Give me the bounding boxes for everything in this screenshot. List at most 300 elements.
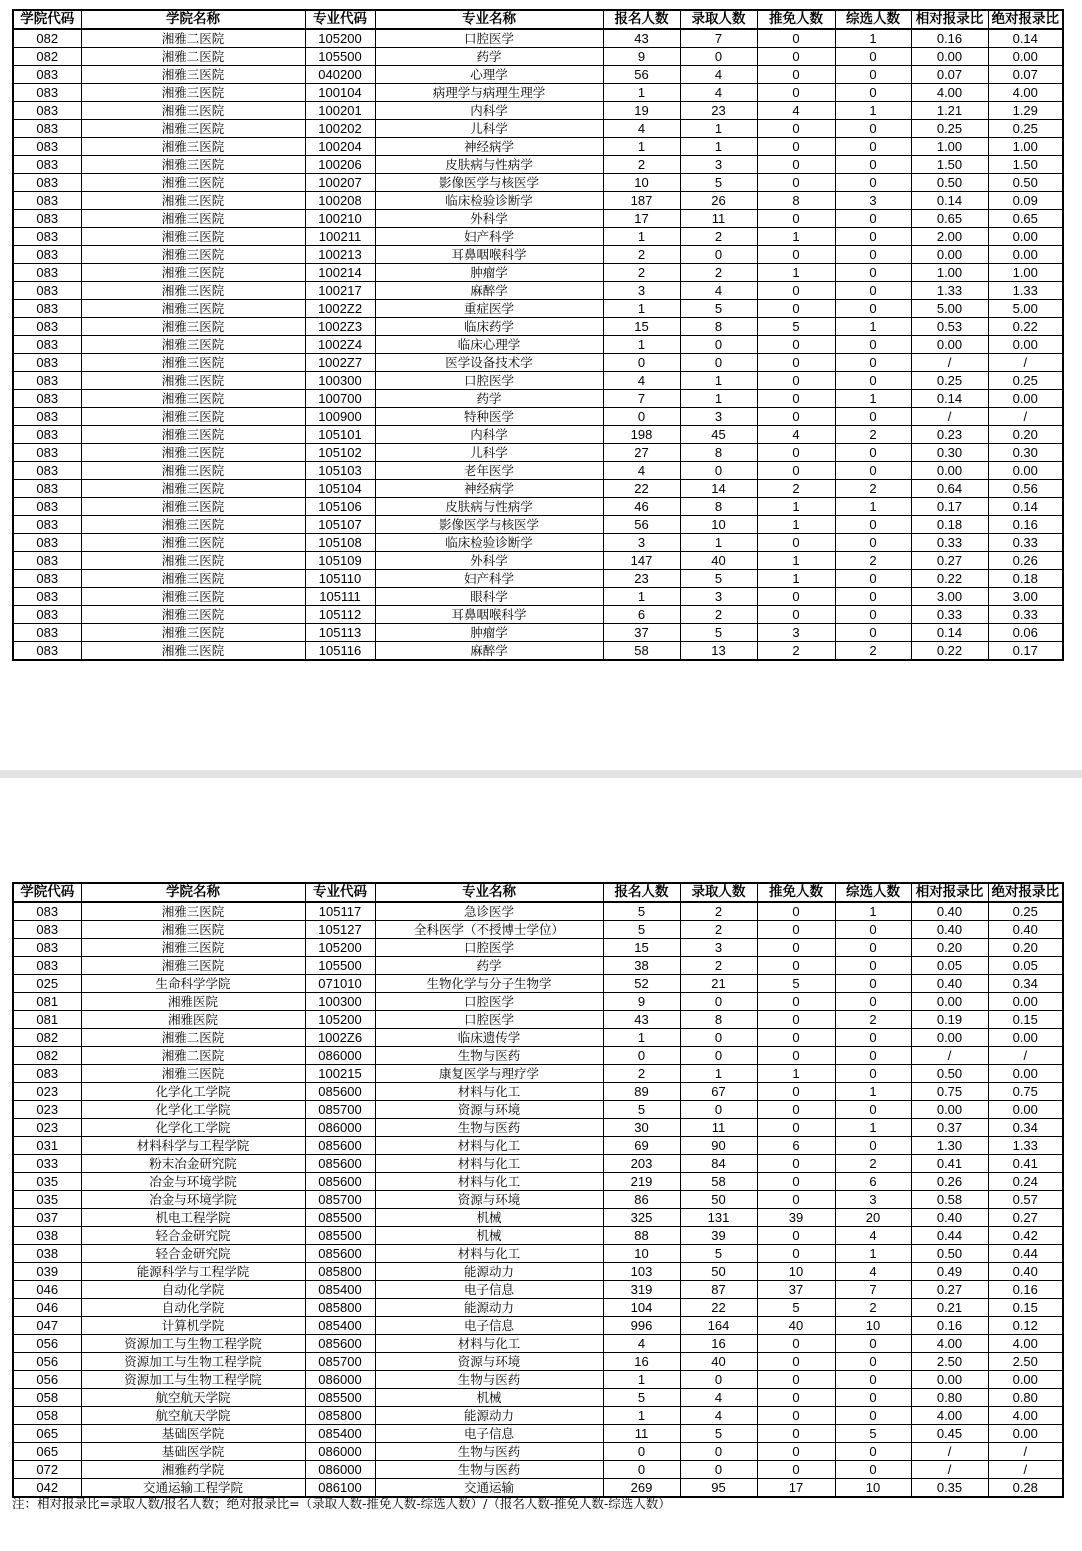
exempt-cell: 10 (757, 1263, 835, 1281)
college-code-cell: 083 (13, 624, 81, 642)
college-code-cell: 083 (13, 138, 81, 156)
applicants-cell: 46 (603, 498, 680, 516)
relative-ratio-cell: 3.00 (911, 588, 988, 606)
college-code-cell: 083 (13, 192, 81, 210)
comprehensive-cell: 0 (835, 408, 911, 426)
college-name-cell: 湘雅三医院 (81, 588, 305, 606)
comprehensive-cell: 0 (835, 624, 911, 642)
major-name-cell: 材料与化工 (375, 1155, 603, 1173)
college-name-cell: 计算机学院 (81, 1317, 305, 1335)
table-row (13, 1371, 1063, 1389)
exempt-cell: 17 (757, 1479, 835, 1498)
column-header: 相对报录比 (911, 10, 988, 29)
applicants-cell: 19 (603, 102, 680, 120)
college-name-cell: 湘雅三医院 (81, 66, 305, 84)
college-name-cell: 湘雅三医院 (81, 480, 305, 498)
relative-ratio-cell: 1.50 (911, 156, 988, 174)
applicants-cell: 56 (603, 516, 680, 534)
major-name-cell: 电子信息 (375, 1281, 603, 1299)
absolute-ratio-cell: 0.42 (988, 1227, 1063, 1245)
major-name-cell: 神经病学 (375, 480, 603, 498)
absolute-ratio-cell: 0.26 (988, 552, 1063, 570)
absolute-ratio-cell: 5.00 (988, 300, 1063, 318)
absolute-ratio-cell: 0.05 (988, 957, 1063, 975)
major-code-cell: 105110 (305, 570, 375, 588)
college-name-cell: 湘雅三医院 (81, 642, 305, 661)
college-code-cell: 083 (13, 957, 81, 975)
absolute-ratio-cell: 0.00 (988, 48, 1063, 66)
admitted-cell: 0 (680, 462, 757, 480)
major-name-cell: 妇产科学 (375, 228, 603, 246)
college-name-cell: 湘雅三医院 (81, 606, 305, 624)
applicants-cell: 56 (603, 66, 680, 84)
comprehensive-cell: 1 (835, 390, 911, 408)
major-code-cell: 105127 (305, 921, 375, 939)
college-code-cell: 083 (13, 516, 81, 534)
applicants-cell: 1 (603, 336, 680, 354)
college-name-cell: 航空航天学院 (81, 1407, 305, 1425)
college-code-cell: 072 (13, 1461, 81, 1479)
applicants-cell: 5 (603, 1101, 680, 1119)
comprehensive-cell: 0 (835, 264, 911, 282)
column-header: 相对报录比 (911, 883, 988, 902)
college-name-cell: 湘雅医院 (81, 993, 305, 1011)
major-name-cell: 口腔医学 (375, 1011, 603, 1029)
applicants-cell: 69 (603, 1137, 680, 1155)
comprehensive-cell: 0 (835, 993, 911, 1011)
relative-ratio-cell: 0.26 (911, 1173, 988, 1191)
college-name-cell: 湘雅三医院 (81, 552, 305, 570)
college-code-cell: 083 (13, 210, 81, 228)
major-code-cell: 105112 (305, 606, 375, 624)
absolute-ratio-cell: 0.27 (988, 1209, 1063, 1227)
college-code-cell: 056 (13, 1353, 81, 1371)
college-code-cell: 042 (13, 1479, 81, 1498)
college-code-cell: 083 (13, 300, 81, 318)
relative-ratio-cell: 0.23 (911, 426, 988, 444)
applicants-cell: 1 (603, 588, 680, 606)
major-code-cell: 085600 (305, 1137, 375, 1155)
applicants-cell: 9 (603, 993, 680, 1011)
exempt-cell: 0 (757, 156, 835, 174)
college-code-cell: 037 (13, 1209, 81, 1227)
column-header: 报名人数 (603, 10, 680, 29)
exempt-cell: 1 (757, 570, 835, 588)
college-name-cell: 湘雅二医院 (81, 29, 305, 48)
major-code-cell: 085600 (305, 1245, 375, 1263)
college-code-cell: 083 (13, 498, 81, 516)
relative-ratio-cell: 1.00 (911, 264, 988, 282)
applicants-cell: 4 (603, 120, 680, 138)
major-code-cell: 105500 (305, 48, 375, 66)
table-row (13, 246, 1063, 264)
admitted-cell: 90 (680, 1137, 757, 1155)
major-name-cell: 麻醉学 (375, 642, 603, 661)
admitted-cell: 8 (680, 498, 757, 516)
admitted-cell: 50 (680, 1191, 757, 1209)
applicants-cell: 4 (603, 372, 680, 390)
column-header: 推免人数 (757, 10, 835, 29)
college-code-cell: 083 (13, 534, 81, 552)
college-code-cell: 083 (13, 102, 81, 120)
comprehensive-cell: 0 (835, 156, 911, 174)
table-header-row (13, 10, 1063, 29)
absolute-ratio-cell: 0.41 (988, 1155, 1063, 1173)
major-code-cell: 100201 (305, 102, 375, 120)
major-code-cell: 085700 (305, 1353, 375, 1371)
college-name-cell: 湘雅三医院 (81, 570, 305, 588)
exempt-cell: 0 (757, 1173, 835, 1191)
college-name-cell: 湘雅三医院 (81, 354, 305, 372)
college-code-cell: 083 (13, 282, 81, 300)
comprehensive-cell: 1 (835, 1245, 911, 1263)
major-name-cell: 内科学 (375, 426, 603, 444)
absolute-ratio-cell: 0.56 (988, 480, 1063, 498)
college-code-cell: 083 (13, 120, 81, 138)
relative-ratio-cell: 0.00 (911, 462, 988, 480)
absolute-ratio-cell: 0.15 (988, 1011, 1063, 1029)
major-code-cell: 100213 (305, 246, 375, 264)
college-name-cell: 湘雅三医院 (81, 192, 305, 210)
table-row (13, 84, 1063, 102)
comprehensive-cell: 1 (835, 902, 911, 921)
admission-ratio-table-2 (12, 882, 1064, 1498)
relative-ratio-cell: 0.33 (911, 606, 988, 624)
absolute-ratio-cell: 0.33 (988, 606, 1063, 624)
exempt-cell: 0 (757, 300, 835, 318)
college-code-cell: 083 (13, 902, 81, 921)
exempt-cell: 0 (757, 1119, 835, 1137)
major-code-cell: 1002Z2 (305, 300, 375, 318)
admitted-cell: 0 (680, 246, 757, 264)
major-code-cell: 085600 (305, 1155, 375, 1173)
exempt-cell: 0 (757, 957, 835, 975)
column-header: 专业名称 (375, 10, 603, 29)
major-name-cell: 材料与化工 (375, 1083, 603, 1101)
comprehensive-cell: 4 (835, 1263, 911, 1281)
relative-ratio-cell: 0.45 (911, 1425, 988, 1443)
absolute-ratio-cell: 0.28 (988, 1479, 1063, 1498)
college-code-cell: 046 (13, 1299, 81, 1317)
college-name-cell: 湘雅三医院 (81, 120, 305, 138)
college-code-cell: 056 (13, 1371, 81, 1389)
admitted-cell: 5 (680, 624, 757, 642)
major-code-cell: 085500 (305, 1209, 375, 1227)
major-code-cell: 105108 (305, 534, 375, 552)
college-name-cell: 资源加工与生物工程学院 (81, 1353, 305, 1371)
major-name-cell: 儿科学 (375, 444, 603, 462)
page-separator (0, 770, 1082, 778)
table-row (13, 138, 1063, 156)
college-code-cell: 031 (13, 1137, 81, 1155)
absolute-ratio-cell: 0.00 (988, 993, 1063, 1011)
admitted-cell: 11 (680, 1119, 757, 1137)
major-name-cell: 口腔医学 (375, 993, 603, 1011)
exempt-cell: 0 (757, 336, 835, 354)
college-code-cell: 082 (13, 29, 81, 48)
column-header: 录取人数 (680, 883, 757, 902)
major-name-cell: 药学 (375, 390, 603, 408)
admitted-cell: 0 (680, 1047, 757, 1065)
applicants-cell: 4 (603, 1335, 680, 1353)
college-name-cell: 湘雅三医院 (81, 336, 305, 354)
comprehensive-cell: 2 (835, 426, 911, 444)
college-code-cell: 035 (13, 1173, 81, 1191)
comprehensive-cell: 0 (835, 174, 911, 192)
college-name-cell: 湘雅三医院 (81, 957, 305, 975)
table-row (13, 957, 1063, 975)
admitted-cell: 22 (680, 1299, 757, 1317)
comprehensive-cell: 0 (835, 606, 911, 624)
exempt-cell: 0 (757, 1407, 835, 1425)
table-row (13, 516, 1063, 534)
relative-ratio-cell: 2.50 (911, 1353, 988, 1371)
applicants-cell: 3 (603, 282, 680, 300)
relative-ratio-cell: 0.37 (911, 1119, 988, 1137)
major-code-cell: 105107 (305, 516, 375, 534)
applicants-cell: 1 (603, 228, 680, 246)
college-name-cell: 冶金与环境学院 (81, 1191, 305, 1209)
relative-ratio-cell: 0.35 (911, 1479, 988, 1498)
college-name-cell: 资源加工与生物工程学院 (81, 1371, 305, 1389)
relative-ratio-cell: 1.30 (911, 1137, 988, 1155)
major-code-cell: 085500 (305, 1227, 375, 1245)
college-code-cell: 083 (13, 228, 81, 246)
applicants-cell: 43 (603, 1011, 680, 1029)
applicants-cell: 17 (603, 210, 680, 228)
absolute-ratio-cell: 0.16 (988, 1281, 1063, 1299)
admitted-cell: 23 (680, 102, 757, 120)
table-row (13, 408, 1063, 426)
exempt-cell: 4 (757, 102, 835, 120)
table-row (13, 588, 1063, 606)
table-row (13, 318, 1063, 336)
major-code-cell: 105103 (305, 462, 375, 480)
comprehensive-cell: 1 (835, 1083, 911, 1101)
major-name-cell: 病理学与病理生理学 (375, 84, 603, 102)
relative-ratio-cell: 0.40 (911, 1209, 988, 1227)
table-row (13, 1029, 1063, 1047)
college-name-cell: 湘雅三医院 (81, 102, 305, 120)
admitted-cell: 5 (680, 1245, 757, 1263)
relative-ratio-cell: 0.18 (911, 516, 988, 534)
admitted-cell: 4 (680, 282, 757, 300)
comprehensive-cell: 0 (835, 246, 911, 264)
college-code-cell: 083 (13, 921, 81, 939)
table-row (13, 264, 1063, 282)
exempt-cell: 0 (757, 29, 835, 48)
table-row (13, 354, 1063, 372)
admitted-cell: 7 (680, 29, 757, 48)
college-code-cell: 033 (13, 1155, 81, 1173)
absolute-ratio-cell: 0.57 (988, 1191, 1063, 1209)
exempt-cell: 0 (757, 939, 835, 957)
table-row (13, 29, 1063, 48)
college-name-cell: 湘雅三医院 (81, 939, 305, 957)
major-code-cell: 105113 (305, 624, 375, 642)
comprehensive-cell: 0 (835, 354, 911, 372)
college-name-cell: 航空航天学院 (81, 1389, 305, 1407)
admitted-cell: 16 (680, 1335, 757, 1353)
relative-ratio-cell: 0.44 (911, 1227, 988, 1245)
major-name-cell: 临床检验诊断学 (375, 192, 603, 210)
major-code-cell: 085800 (305, 1299, 375, 1317)
college-name-cell: 湘雅三医院 (81, 210, 305, 228)
college-name-cell: 粉末冶金研究院 (81, 1155, 305, 1173)
table-row (13, 1263, 1063, 1281)
exempt-cell: 0 (757, 1245, 835, 1263)
table-row (13, 1083, 1063, 1101)
college-name-cell: 湘雅三医院 (81, 246, 305, 264)
table-row (13, 1407, 1063, 1425)
college-name-cell: 轻合金研究院 (81, 1245, 305, 1263)
major-code-cell: 100208 (305, 192, 375, 210)
admitted-cell: 2 (680, 957, 757, 975)
college-code-cell: 058 (13, 1407, 81, 1425)
college-code-cell: 039 (13, 1263, 81, 1281)
relative-ratio-cell: 0.16 (911, 29, 988, 48)
major-name-cell: 儿科学 (375, 120, 603, 138)
applicants-cell: 89 (603, 1083, 680, 1101)
comprehensive-cell: 0 (835, 1047, 911, 1065)
relative-ratio-cell: 1.21 (911, 102, 988, 120)
college-code-cell: 083 (13, 84, 81, 102)
admitted-cell: 1 (680, 1065, 757, 1083)
college-name-cell: 湘雅三医院 (81, 300, 305, 318)
absolute-ratio-cell: 0.65 (988, 210, 1063, 228)
comprehensive-cell: 0 (835, 1353, 911, 1371)
admitted-cell: 40 (680, 1353, 757, 1371)
comprehensive-cell: 1 (835, 1119, 911, 1137)
absolute-ratio-cell: 0.00 (988, 246, 1063, 264)
college-code-cell: 083 (13, 264, 81, 282)
table-row (13, 1137, 1063, 1155)
column-header: 专业代码 (305, 883, 375, 902)
exempt-cell: 0 (757, 1011, 835, 1029)
admitted-cell: 5 (680, 300, 757, 318)
admitted-cell: 26 (680, 192, 757, 210)
relative-ratio-cell: 5.00 (911, 300, 988, 318)
major-name-cell: 机械 (375, 1209, 603, 1227)
absolute-ratio-cell: 0.50 (988, 174, 1063, 192)
relative-ratio-cell: 0.14 (911, 192, 988, 210)
college-name-cell: 湘雅三医院 (81, 138, 305, 156)
document-page-2 (0, 778, 1082, 1551)
admitted-cell: 1 (680, 390, 757, 408)
absolute-ratio-cell: 0.00 (988, 1029, 1063, 1047)
admitted-cell: 1 (680, 120, 757, 138)
comprehensive-cell: 0 (835, 1335, 911, 1353)
comprehensive-cell: 0 (835, 300, 911, 318)
major-code-cell: 105500 (305, 957, 375, 975)
absolute-ratio-cell: 0.00 (988, 462, 1063, 480)
comprehensive-cell: 0 (835, 588, 911, 606)
major-code-cell: 086000 (305, 1119, 375, 1137)
major-code-cell: 1002Z3 (305, 318, 375, 336)
applicants-cell: 269 (603, 1479, 680, 1498)
absolute-ratio-cell: 0.34 (988, 1119, 1063, 1137)
comprehensive-cell: 0 (835, 921, 911, 939)
relative-ratio-cell: 0.14 (911, 390, 988, 408)
exempt-cell: 0 (757, 48, 835, 66)
admitted-cell: 50 (680, 1263, 757, 1281)
college-name-cell: 湘雅三医院 (81, 426, 305, 444)
exempt-cell: 1 (757, 552, 835, 570)
comprehensive-cell: 0 (835, 1443, 911, 1461)
major-name-cell: 神经病学 (375, 138, 603, 156)
table-row (13, 156, 1063, 174)
admitted-cell: 10 (680, 516, 757, 534)
absolute-ratio-cell: 1.00 (988, 264, 1063, 282)
major-code-cell: 105109 (305, 552, 375, 570)
major-name-cell: 口腔医学 (375, 939, 603, 957)
absolute-ratio-cell: 0.18 (988, 570, 1063, 588)
exempt-cell: 1 (757, 516, 835, 534)
comprehensive-cell: 2 (835, 1155, 911, 1173)
major-code-cell: 085600 (305, 1083, 375, 1101)
college-name-cell: 湘雅三医院 (81, 1065, 305, 1083)
table-row (13, 336, 1063, 354)
table-row (13, 174, 1063, 192)
college-name-cell: 湘雅三医院 (81, 390, 305, 408)
comprehensive-cell: 0 (835, 138, 911, 156)
table-row (13, 1299, 1063, 1317)
absolute-ratio-cell: 0.00 (988, 1065, 1063, 1083)
table-row (13, 642, 1063, 661)
table-row (13, 1227, 1063, 1245)
applicants-cell: 11 (603, 1425, 680, 1443)
admitted-cell: 8 (680, 1011, 757, 1029)
applicants-cell: 7 (603, 390, 680, 408)
applicants-cell: 23 (603, 570, 680, 588)
major-code-cell: 100207 (305, 174, 375, 192)
comprehensive-cell: 0 (835, 516, 911, 534)
relative-ratio-cell: 0.00 (911, 336, 988, 354)
exempt-cell: 0 (757, 120, 835, 138)
major-code-cell: 100217 (305, 282, 375, 300)
major-name-cell: 资源与环境 (375, 1191, 603, 1209)
admitted-cell: 95 (680, 1479, 757, 1498)
relative-ratio-cell: 0.64 (911, 480, 988, 498)
column-header: 专业代码 (305, 10, 375, 29)
absolute-ratio-cell: 0.25 (988, 120, 1063, 138)
relative-ratio-cell: 0.00 (911, 1029, 988, 1047)
major-code-cell: 100300 (305, 993, 375, 1011)
exempt-cell: 0 (757, 921, 835, 939)
exempt-cell: 0 (757, 1389, 835, 1407)
applicants-cell: 198 (603, 426, 680, 444)
table-row (13, 498, 1063, 516)
college-name-cell: 自动化学院 (81, 1281, 305, 1299)
exempt-cell: 0 (757, 1425, 835, 1443)
absolute-ratio-cell: 0.00 (988, 1425, 1063, 1443)
college-name-cell: 材料科学与工程学院 (81, 1137, 305, 1155)
exempt-cell: 0 (757, 246, 835, 264)
absolute-ratio-cell: 0.00 (988, 390, 1063, 408)
column-header: 学院代码 (13, 883, 81, 902)
comprehensive-cell: 1 (835, 29, 911, 48)
college-name-cell: 湘雅三医院 (81, 156, 305, 174)
absolute-ratio-cell: 0.14 (988, 498, 1063, 516)
major-code-cell: 085700 (305, 1191, 375, 1209)
major-code-cell: 085400 (305, 1281, 375, 1299)
admitted-cell: 3 (680, 408, 757, 426)
exempt-cell: 5 (757, 975, 835, 993)
major-name-cell: 生物化学与分子生物学 (375, 975, 603, 993)
college-name-cell: 湘雅二医院 (81, 1047, 305, 1065)
table-row (13, 444, 1063, 462)
major-code-cell: 086000 (305, 1047, 375, 1065)
